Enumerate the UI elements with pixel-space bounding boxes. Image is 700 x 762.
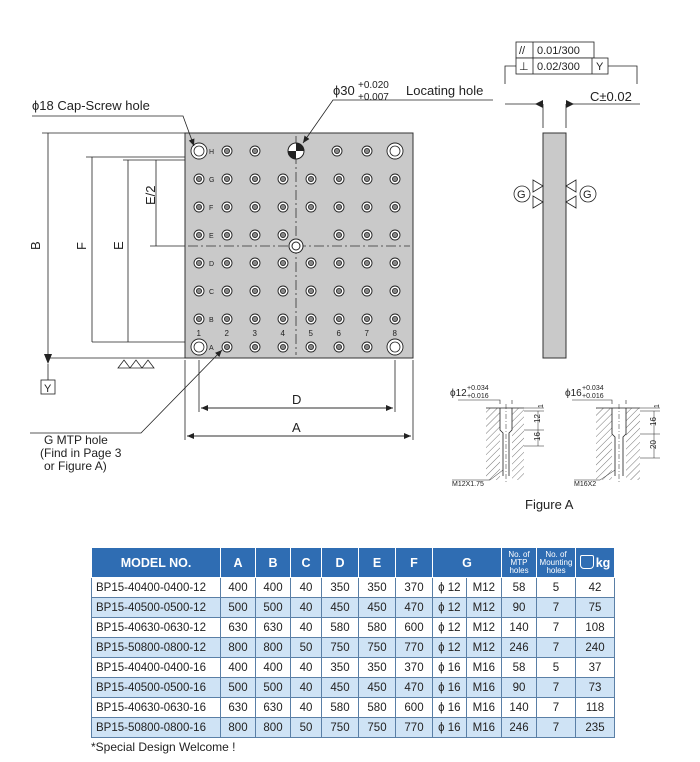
side-view xyxy=(505,89,640,358)
table-cell: 500 xyxy=(221,678,256,698)
mtp-hole xyxy=(362,314,372,324)
row-letter: F xyxy=(209,205,214,212)
table-cell: 5 xyxy=(537,578,576,598)
header-F: F xyxy=(396,548,433,578)
svg-text:1: 1 xyxy=(654,404,661,408)
table-cell: 450 xyxy=(359,678,396,698)
table-cell: BP15-50800-0800-12 xyxy=(92,638,221,658)
table-cell: 7 xyxy=(537,698,576,718)
table-cell: 40 xyxy=(291,658,322,678)
column-number: 4 xyxy=(280,329,285,338)
mtp-hole xyxy=(222,342,232,352)
column-number: 5 xyxy=(308,329,313,338)
table-cell: 580 xyxy=(359,618,396,638)
dim-E: E xyxy=(111,241,126,250)
column-number: 6 xyxy=(336,329,341,338)
table-cell: 630 xyxy=(256,618,291,638)
mtp-hole xyxy=(194,230,204,240)
svg-text:Y: Y xyxy=(596,61,604,73)
mounting-hole xyxy=(387,143,403,159)
mtp-hole xyxy=(306,202,316,212)
mtp-hole xyxy=(194,202,204,212)
header-weight: kg xyxy=(576,548,615,578)
mtp-hole xyxy=(250,146,260,156)
mtp-hole xyxy=(362,258,372,268)
header-D: D xyxy=(322,548,359,578)
mtp-hole xyxy=(278,174,288,184)
table-cell: 400 xyxy=(221,578,256,598)
table-row xyxy=(92,698,615,718)
table-cell: ϕ 12 xyxy=(433,618,467,638)
svg-text:ϕ12: ϕ12 xyxy=(450,388,467,399)
mtp-hole xyxy=(194,286,204,296)
mtp-hole xyxy=(306,286,316,296)
table-cell: 350 xyxy=(359,578,396,598)
table-cell: 246 xyxy=(502,638,537,658)
mtp-hole xyxy=(334,258,344,268)
table-cell: 40 xyxy=(291,618,322,638)
table-cell: 108 xyxy=(576,618,615,638)
mtp-hole xyxy=(222,202,232,212)
table-cell: 800 xyxy=(221,718,256,738)
mtp-hole xyxy=(390,174,400,184)
column-number: 8 xyxy=(392,329,397,338)
header-B: B xyxy=(256,548,291,578)
row-letter: G xyxy=(209,177,215,184)
table-cell: 450 xyxy=(359,598,396,618)
table-cell: 800 xyxy=(221,638,256,658)
table-cell: 7 xyxy=(537,718,576,738)
mtp-hole xyxy=(222,146,232,156)
svg-text:⊥: ⊥ xyxy=(519,61,529,73)
table-cell: ϕ 12 xyxy=(433,638,467,658)
table-cell: BP15-40400-0400-16 xyxy=(92,658,221,678)
table-cell: ϕ 16 xyxy=(433,698,467,718)
mtp-hole xyxy=(390,230,400,240)
mtp-hole xyxy=(222,314,232,324)
dim-D: D xyxy=(292,392,302,407)
table-cell: 140 xyxy=(502,698,537,718)
svg-text:+0.020: +0.020 xyxy=(358,80,389,91)
table-cell: 370 xyxy=(396,658,433,678)
column-number: 7 xyxy=(364,329,369,338)
table-cell: 40 xyxy=(291,678,322,698)
svg-text:1: 1 xyxy=(538,404,545,408)
mtp-hole xyxy=(306,342,316,352)
table-cell: BP15-40400-0400-12 xyxy=(92,578,221,598)
table-cell: M12 xyxy=(466,598,501,618)
table-cell: M12 xyxy=(466,638,501,658)
table-cell: M16 xyxy=(466,718,501,738)
table-cell: 630 xyxy=(221,698,256,718)
mounting-hole xyxy=(387,339,403,355)
svg-text:(Find in Page 3: (Find in Page 3 xyxy=(40,446,122,460)
header-G: G xyxy=(433,548,502,578)
table-cell: 750 xyxy=(322,638,359,658)
mtp-hole xyxy=(250,202,260,212)
mtp-hole xyxy=(362,202,372,212)
row-letter: A xyxy=(209,345,214,352)
mtp-hole xyxy=(250,258,260,268)
table-cell: ϕ 16 xyxy=(433,718,467,738)
table-cell: 7 xyxy=(537,618,576,638)
table-cell: 500 xyxy=(221,598,256,618)
dim-B: B xyxy=(28,241,43,250)
svg-text:+0.016: +0.016 xyxy=(582,393,604,400)
table-cell: 370 xyxy=(396,578,433,598)
svg-text:16: 16 xyxy=(533,432,542,441)
mtp-hole xyxy=(362,342,372,352)
table-cell: ϕ 16 xyxy=(433,678,467,698)
table-cell: 770 xyxy=(396,638,433,658)
dim-F: F xyxy=(74,242,89,250)
mtp-hole xyxy=(278,202,288,212)
table-cell: M16 xyxy=(466,698,501,718)
table-cell: BP15-40630-0630-16 xyxy=(92,698,221,718)
table-cell: ϕ 12 xyxy=(433,578,467,598)
special-design-note: *Special Design Welcome ! xyxy=(91,740,236,754)
table-cell: 580 xyxy=(322,618,359,638)
table-cell: BP15-50800-0800-16 xyxy=(92,718,221,738)
header-A: A xyxy=(221,548,256,578)
table-cell: ϕ 12 xyxy=(433,598,467,618)
column-number: 1 xyxy=(196,329,201,338)
row-letter: E xyxy=(209,233,214,240)
mtp-hole xyxy=(334,174,344,184)
table-cell: 350 xyxy=(359,658,396,678)
svg-text:M16X2: M16X2 xyxy=(574,481,597,488)
mtp-hole xyxy=(194,174,204,184)
header-C: C xyxy=(291,548,322,578)
dim-A: A xyxy=(292,420,301,435)
table-cell: 630 xyxy=(221,618,256,638)
table-cell: M16 xyxy=(466,678,501,698)
mtp-hole xyxy=(278,286,288,296)
table-cell: 235 xyxy=(576,718,615,738)
table-cell: 90 xyxy=(502,598,537,618)
table-row xyxy=(92,658,615,678)
table-row xyxy=(92,618,615,638)
dim-E2: E/2 xyxy=(143,185,158,205)
table-cell: 400 xyxy=(256,658,291,678)
table-row xyxy=(92,678,615,698)
table-cell: 580 xyxy=(359,698,396,718)
table-cell: 750 xyxy=(322,718,359,738)
table-cell: 240 xyxy=(576,638,615,658)
table-cell: 500 xyxy=(256,598,291,618)
mtp-hole xyxy=(250,174,260,184)
table-row xyxy=(92,578,615,598)
mtp-hole xyxy=(334,342,344,352)
table-cell: 40 xyxy=(291,598,322,618)
mtp-hole xyxy=(222,230,232,240)
figure-a-caption: Figure A xyxy=(525,497,574,512)
table-cell: 90 xyxy=(502,678,537,698)
mtp-hole xyxy=(250,314,260,324)
table-cell: 600 xyxy=(396,618,433,638)
svg-text://: // xyxy=(519,45,526,57)
svg-text:+0.034: +0.034 xyxy=(467,385,489,392)
mtp-hole xyxy=(362,286,372,296)
table-cell: 7 xyxy=(537,598,576,618)
table-cell: 75 xyxy=(576,598,615,618)
svg-text:20: 20 xyxy=(649,440,658,449)
table-cell: BP15-40500-0500-12 xyxy=(92,598,221,618)
mounting-hole xyxy=(191,339,207,355)
table-cell: 630 xyxy=(256,698,291,718)
table-cell: 750 xyxy=(359,638,396,658)
mtp-hole xyxy=(334,286,344,296)
svg-text:+0.034: +0.034 xyxy=(582,385,604,392)
mtp-hole xyxy=(222,174,232,184)
table-cell: 800 xyxy=(256,718,291,738)
table-cell: 73 xyxy=(576,678,615,698)
column-number: 3 xyxy=(252,329,257,338)
table-cell: BP15-40630-0630-12 xyxy=(92,618,221,638)
cap-screw-label: ϕ18 Cap-Screw hole xyxy=(32,98,150,113)
header-mounting-holes: No. of Mounting holes xyxy=(537,548,576,578)
header-model: MODEL NO. xyxy=(92,548,221,578)
svg-text:G: G xyxy=(583,189,592,201)
svg-text:0.02/300: 0.02/300 xyxy=(537,61,580,73)
svg-text:ϕ16: ϕ16 xyxy=(565,388,582,399)
mtp-hole xyxy=(194,258,204,268)
table-row xyxy=(92,598,615,618)
column-number: 2 xyxy=(224,329,229,338)
row-letter: D xyxy=(209,261,215,268)
svg-text:12: 12 xyxy=(533,414,542,423)
table-cell: 140 xyxy=(502,618,537,638)
mtp-hole xyxy=(390,314,400,324)
table-cell: 50 xyxy=(291,638,322,658)
svg-text:or Figure A): or Figure A) xyxy=(44,459,107,473)
table-cell: 400 xyxy=(256,578,291,598)
table-cell: 58 xyxy=(502,578,537,598)
table-cell: 770 xyxy=(396,718,433,738)
mtp-hole xyxy=(278,230,288,240)
mtp-hole xyxy=(362,146,372,156)
table-cell: 350 xyxy=(322,578,359,598)
locating-hole-symbol xyxy=(288,143,304,159)
mtp-hole xyxy=(306,258,316,268)
table-cell: 40 xyxy=(291,578,322,598)
mtp-hole xyxy=(222,258,232,268)
mtp-hole xyxy=(250,342,260,352)
dim-C: C±0.02 xyxy=(590,89,632,104)
header-E: E xyxy=(359,548,396,578)
table-cell: 450 xyxy=(322,598,359,618)
mtp-hole xyxy=(278,258,288,268)
table-cell: 400 xyxy=(221,658,256,678)
svg-text:G: G xyxy=(517,189,526,201)
table-cell: 470 xyxy=(396,678,433,698)
table-cell: M16 xyxy=(466,658,501,678)
mtp-hole xyxy=(194,314,204,324)
table-cell: 500 xyxy=(256,678,291,698)
table-cell: 246 xyxy=(502,718,537,738)
mtp-hole xyxy=(278,314,288,324)
mtp-hole xyxy=(362,174,372,184)
table-cell: 800 xyxy=(256,638,291,658)
table-cell: 50 xyxy=(291,718,322,738)
mtp-hole xyxy=(250,230,260,240)
svg-text:+0.016: +0.016 xyxy=(467,393,489,400)
table-cell: 5 xyxy=(537,658,576,678)
mtp-hole xyxy=(332,146,342,156)
svg-text:0.01/300: 0.01/300 xyxy=(537,45,580,57)
svg-text:ϕ30: ϕ30 xyxy=(333,83,355,98)
mtp-hole xyxy=(334,314,344,324)
row-letter: H xyxy=(209,149,215,156)
table-cell: BP15-40500-0500-16 xyxy=(92,678,221,698)
table-cell: 37 xyxy=(576,658,615,678)
mtp-hole xyxy=(390,258,400,268)
table-cell: 42 xyxy=(576,578,615,598)
table-cell: 7 xyxy=(537,678,576,698)
mtp-hole xyxy=(334,230,344,240)
table-row xyxy=(92,638,615,658)
table-cell: 450 xyxy=(322,678,359,698)
mtp-hole xyxy=(222,286,232,296)
table-cell: 58 xyxy=(502,658,537,678)
table-cell: 40 xyxy=(291,698,322,718)
table-cell: ϕ 16 xyxy=(433,658,467,678)
table-cell: M12 xyxy=(466,618,501,638)
figure-a xyxy=(450,385,661,512)
mtp-hole xyxy=(278,342,288,352)
table-row xyxy=(92,718,615,738)
mtp-hole xyxy=(362,230,372,240)
header-mtp-holes: No. of MTP holes xyxy=(502,548,537,578)
svg-text:M12X1.75: M12X1.75 xyxy=(452,481,484,488)
table-cell: 580 xyxy=(322,698,359,718)
mtp-hole-note xyxy=(30,350,222,473)
weight-icon xyxy=(580,555,594,569)
mtp-hole xyxy=(306,174,316,184)
table-cell: 600 xyxy=(396,698,433,718)
svg-text:G MTP hole: G MTP hole xyxy=(44,433,108,447)
datum-Y: Y xyxy=(44,383,52,395)
svg-text:16: 16 xyxy=(649,417,658,426)
table-cell: 750 xyxy=(359,718,396,738)
row-letter: C xyxy=(209,289,215,296)
svg-text:Locating hole: Locating hole xyxy=(406,83,484,98)
tolerance-frame xyxy=(505,42,637,84)
mtp-hole xyxy=(390,202,400,212)
mtp-hole xyxy=(390,286,400,296)
table-cell: 118 xyxy=(576,698,615,718)
mtp-hole xyxy=(334,202,344,212)
table-cell: 470 xyxy=(396,598,433,618)
svg-text:+0.007: +0.007 xyxy=(358,92,389,103)
table-cell: 7 xyxy=(537,638,576,658)
table-cell: M12 xyxy=(466,578,501,598)
spec-table xyxy=(91,547,615,738)
row-letter: B xyxy=(209,317,214,324)
table-cell: 350 xyxy=(322,658,359,678)
mtp-hole xyxy=(250,286,260,296)
mtp-hole xyxy=(306,314,316,324)
